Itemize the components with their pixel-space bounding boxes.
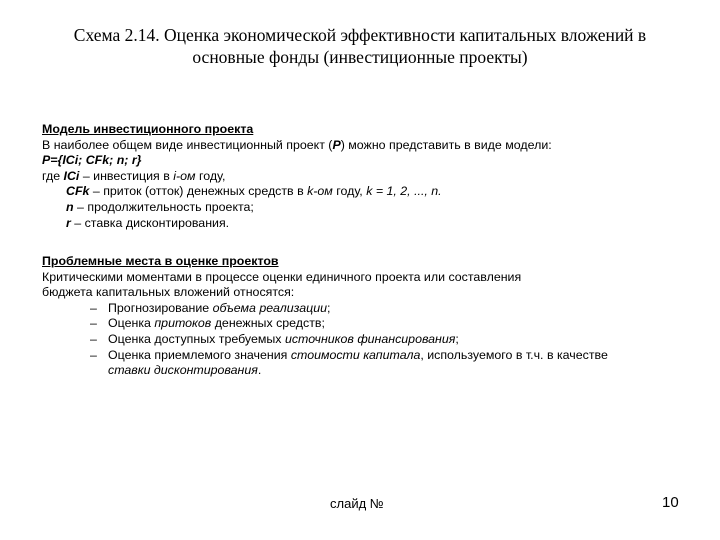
item2-italic: притоков — [154, 316, 212, 331]
model-section — [42, 122, 682, 231]
problems-intro-2: бюджета капитальных вложений относятся: — [42, 285, 295, 300]
item4-text: Оценка приемлемого значения — [108, 347, 291, 362]
where-i: i-ом — [173, 168, 196, 183]
problems-intro-1: Критическими моментами в процессе оценки единичного проекта или составления — [42, 269, 522, 284]
list-item — [42, 316, 682, 332]
model-where — [42, 169, 682, 185]
item3-suffix: ; — [455, 331, 459, 346]
model-heading: Модель инвестиционного проекта — [42, 122, 254, 136]
item4-italic-2: ставки дисконтирования — [108, 363, 258, 378]
r-text: – ставка дисконтирования. — [70, 215, 230, 230]
model-intro-text: В наиболее общем виде инвестиционный проект ( — [42, 137, 333, 152]
where-prefix: где — [42, 168, 64, 183]
item4-italic-1: стоимости капитала — [290, 347, 421, 362]
item2-suffix: денежных средств; — [211, 316, 325, 331]
cf-var: CFk — [66, 184, 90, 199]
cf-range: k = 1, 2, ..., n. — [366, 184, 442, 199]
r-var: r — [66, 215, 71, 230]
dash-marker: – — [90, 300, 97, 315]
item2-text: Оценка — [108, 316, 155, 331]
cf-k: k-ом — [307, 184, 333, 199]
model-intro-p: P — [332, 137, 341, 152]
dash-marker: – — [90, 316, 97, 331]
item-text — [108, 316, 618, 332]
where-suffix: году, — [195, 168, 226, 183]
item3-text: Оценка доступных требуемых — [108, 331, 285, 346]
cf-text-2: году, — [332, 184, 367, 199]
slide-number: 10 — [662, 494, 679, 511]
n-text: – продолжительность проекта; — [73, 199, 254, 214]
item1-suffix: ; — [327, 300, 331, 315]
title-line-1: Схема 2.14. Оценка экономической эффективности капитальных вложений в — [73, 25, 647, 45]
model-r — [42, 216, 682, 232]
model-formula: P={ICi; CFk; n; r} — [42, 153, 142, 168]
item4-suffix: . — [257, 363, 262, 378]
list-item — [42, 301, 682, 317]
model-intro — [42, 138, 682, 154]
model-n — [42, 200, 682, 216]
n-var: n — [66, 199, 74, 214]
where-ic: ICi — [63, 168, 80, 183]
problems-section — [42, 254, 682, 379]
dash-marker: – — [90, 347, 97, 362]
slide-title — [40, 24, 680, 68]
dash-marker: – — [90, 331, 97, 346]
item-text — [108, 348, 618, 379]
where-text: – инвестиция в — [79, 168, 174, 183]
cf-text: – приток (отток) денежных средств в — [89, 184, 308, 199]
slide-label: слайд № — [330, 496, 384, 511]
title-line-2: основные фонды (инвестиционные проекты) — [192, 47, 528, 67]
item-text — [108, 301, 618, 317]
item1-italic: объема реализации — [212, 300, 328, 315]
item3-italic: источников финансирования — [284, 331, 456, 346]
item-text — [108, 332, 618, 348]
list-item — [42, 348, 682, 379]
problems-heading: Проблемные места в оценке проектов — [42, 254, 279, 268]
model-intro-text-2: ) можно представить в виде модели: — [340, 137, 552, 152]
item1-text: Прогнозирование — [108, 300, 213, 315]
item4-text-2: , используемого в т.ч. в качестве — [420, 347, 608, 362]
model-cf — [42, 184, 682, 200]
list-item — [42, 332, 682, 348]
